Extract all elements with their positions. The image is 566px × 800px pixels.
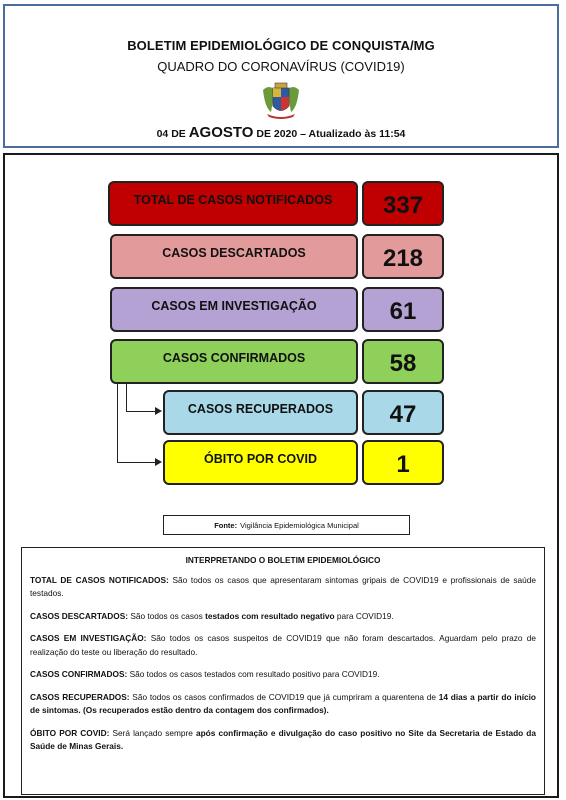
date-rest: DE 2020 – Atualizado às 11:54 <box>256 128 406 140</box>
connector-inner-horizontal <box>126 411 155 412</box>
date-month: AGOSTO <box>188 124 254 141</box>
definition-investigation: CASOS EM INVESTIGAÇÃO: São todos os casos suspeitos de COVID19 que não foram descartados. Aguardam pelo prazo de realização do teste ou liberação do resultado. <box>30 633 536 657</box>
connector-inner-vertical <box>126 384 127 412</box>
death-label: ÓBITO POR COVID <box>163 440 358 485</box>
recovered-value: 47 <box>362 390 444 435</box>
confirmed-value: 58 <box>362 339 444 384</box>
confirmed-label: CASOS CONFIRMADOS <box>110 339 358 384</box>
date-day: 04 DE <box>156 128 186 140</box>
bulletin-date <box>5 124 557 141</box>
connector-outer-vertical <box>117 384 118 463</box>
definition-death: ÓBITO POR COVID: Será lançado sempre após confirmação e divulgação do caso positivo no Site da Secretaria de Estado da Saúde de Minas Gerais. <box>30 727 536 751</box>
source-label: Fonte: <box>214 520 238 530</box>
definition-discarded: CASOS DESCARTADOS: São todos os casos testados com resultado negativo para COVID19. <box>30 610 394 621</box>
header-box <box>3 4 559 148</box>
recovered-label: CASOS RECUPERADOS <box>163 390 358 435</box>
connector-outer-horizontal <box>117 462 155 463</box>
connector-death-arrowhead <box>155 458 162 466</box>
municipal-crest-icon <box>261 82 301 120</box>
definition-total-notified: TOTAL DE CASOS NOTIFICADOS: São todos os casos que apresentaram sintomas gripais de COVID19 e profissionais de saúde testados. <box>30 574 536 598</box>
source-note <box>163 515 410 535</box>
connector-recovered-arrowhead <box>155 407 162 415</box>
investigation-value: 61 <box>362 287 444 332</box>
interpretation-title: INTERPRETANDO O BOLETIM EPIDEMIOLÓGICO <box>185 555 381 565</box>
discarded-label: CASOS DESCARTADOS <box>110 234 358 279</box>
definition-confirmed: CASOS CONFIRMADOS: São todos os casos testados com resultado positivo para COVID19. <box>30 669 380 679</box>
death-value: 1 <box>362 440 444 485</box>
bulletin-title: BOLETIM EPIDEMIOLÓGICO DE CONQUISTA/MG <box>127 38 435 53</box>
bulletin-subtitle: QUADRO DO CORONAVÍRUS (COVID19) <box>157 59 405 74</box>
discarded-value: 218 <box>362 234 444 279</box>
total-notified-label: TOTAL DE CASOS NOTIFICADOS <box>108 181 358 226</box>
interpretation-box <box>21 547 545 795</box>
source-text: Vigilância Epidemiológica Municipal <box>240 520 359 530</box>
investigation-label: CASOS EM INVESTIGAÇÃO <box>110 287 358 332</box>
definition-recovered: CASOS RECUPERADOS: São todos os casos confirmados de COVID19 que já cumpriram a quarentena de 14 dias a partir do início de sintomas. (Os recuperados estão dentro da contagem dos confirmados). <box>30 691 536 715</box>
total-notified-value: 337 <box>362 181 444 226</box>
